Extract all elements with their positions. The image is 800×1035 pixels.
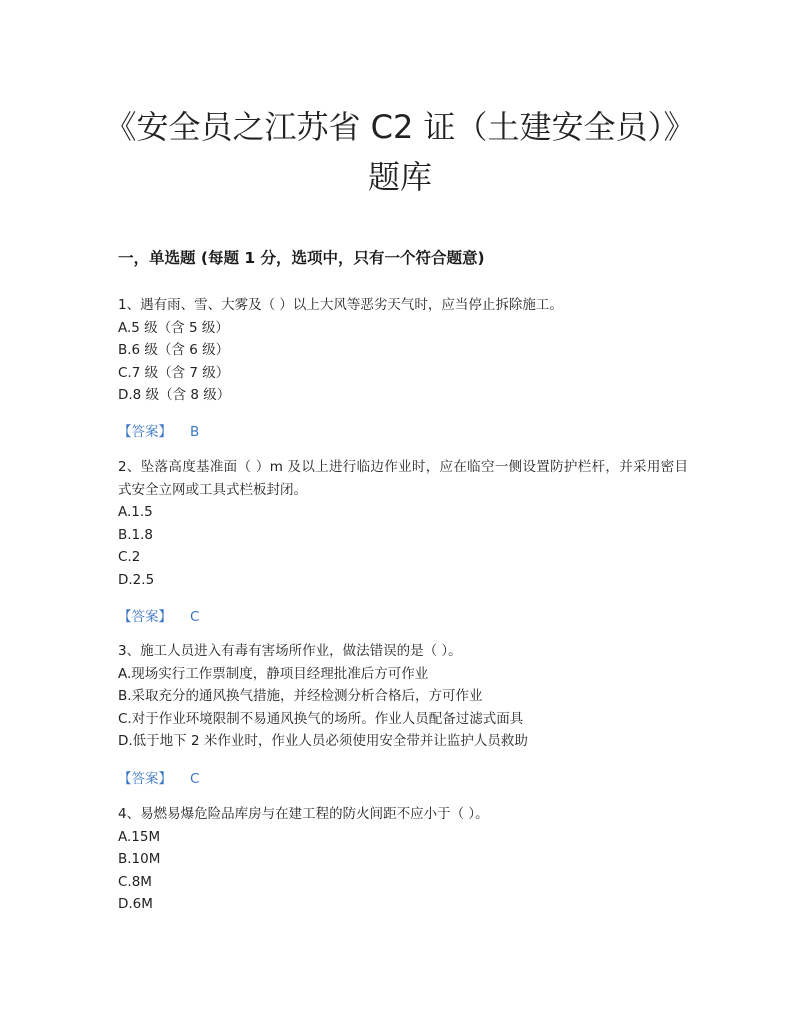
answer-value: B [190, 424, 200, 440]
option-a: A.1.5 [118, 504, 153, 520]
answer-3 [118, 767, 199, 787]
option-a: A.5 级（含 5 级） [118, 319, 229, 336]
answer-label: 【答案】 [118, 609, 172, 625]
answer-label: 【答案】 [118, 424, 172, 440]
option-a: A.15M [118, 828, 161, 845]
question-3 [118, 640, 688, 753]
option-d: D.6M [118, 896, 153, 912]
question-1 [118, 294, 688, 407]
option-c: C.对于作业环境限制不易通风换气的场所。作业人员配备过滤式面具 [118, 710, 524, 727]
answer-value: C [190, 609, 200, 625]
document-title: 《安全员之江苏省 C2 证（土建安全员）》题库 [104, 108, 696, 196]
option-c: C.2 [118, 549, 141, 565]
answer-2 [118, 605, 199, 625]
option-b: B.采取充分的通风换气措施，并经检测分析合格后，方可作业 [118, 688, 483, 704]
option-a: A.现场实行工作票制度，静项目经理批准后方可作业 [118, 665, 429, 682]
option-b: B.6 级（含 6 级） [118, 342, 230, 358]
question-stem: 2、坠落高度基准面（ ）m 及以上进行临边作业时，应在临空一侧设置防护栏杆，并采用密目式安全立网或工具式栏板封闭。 [118, 459, 688, 498]
section-heading: 一，单选题 (每题 1 分，选项中，只有一个符合题意) [118, 249, 485, 267]
option-d: D.8 级（含 8 级） [118, 387, 231, 403]
option-c: C.8M [118, 873, 152, 890]
question-stem: 1、遇有雨、雪、大雾及（ ）以上大风等恶劣天气时，应当停止拆除施工。 [118, 297, 563, 313]
option-b: B.10M [118, 851, 161, 867]
option-d: D.2.5 [118, 571, 155, 588]
question-2 [118, 456, 688, 591]
question-4 [118, 803, 688, 916]
question-stem: 3、施工人员进入有毒有害场所作业，做法错误的是（ ）。 [118, 643, 462, 659]
answer-label: 【答案】 [118, 771, 172, 787]
question-stem: 4、易燃易爆危险品库房与在建工程的防火间距不应小于（ ）。 [118, 806, 489, 822]
option-c: C.7 级（含 7 级） [118, 364, 230, 381]
answer-value: C [190, 771, 200, 787]
answer-1 [118, 420, 199, 440]
option-b: B.1.8 [118, 526, 154, 543]
option-d: D.低于地下 2 米作业时，作业人员必须使用安全带并让监护人员救助 [118, 733, 528, 749]
